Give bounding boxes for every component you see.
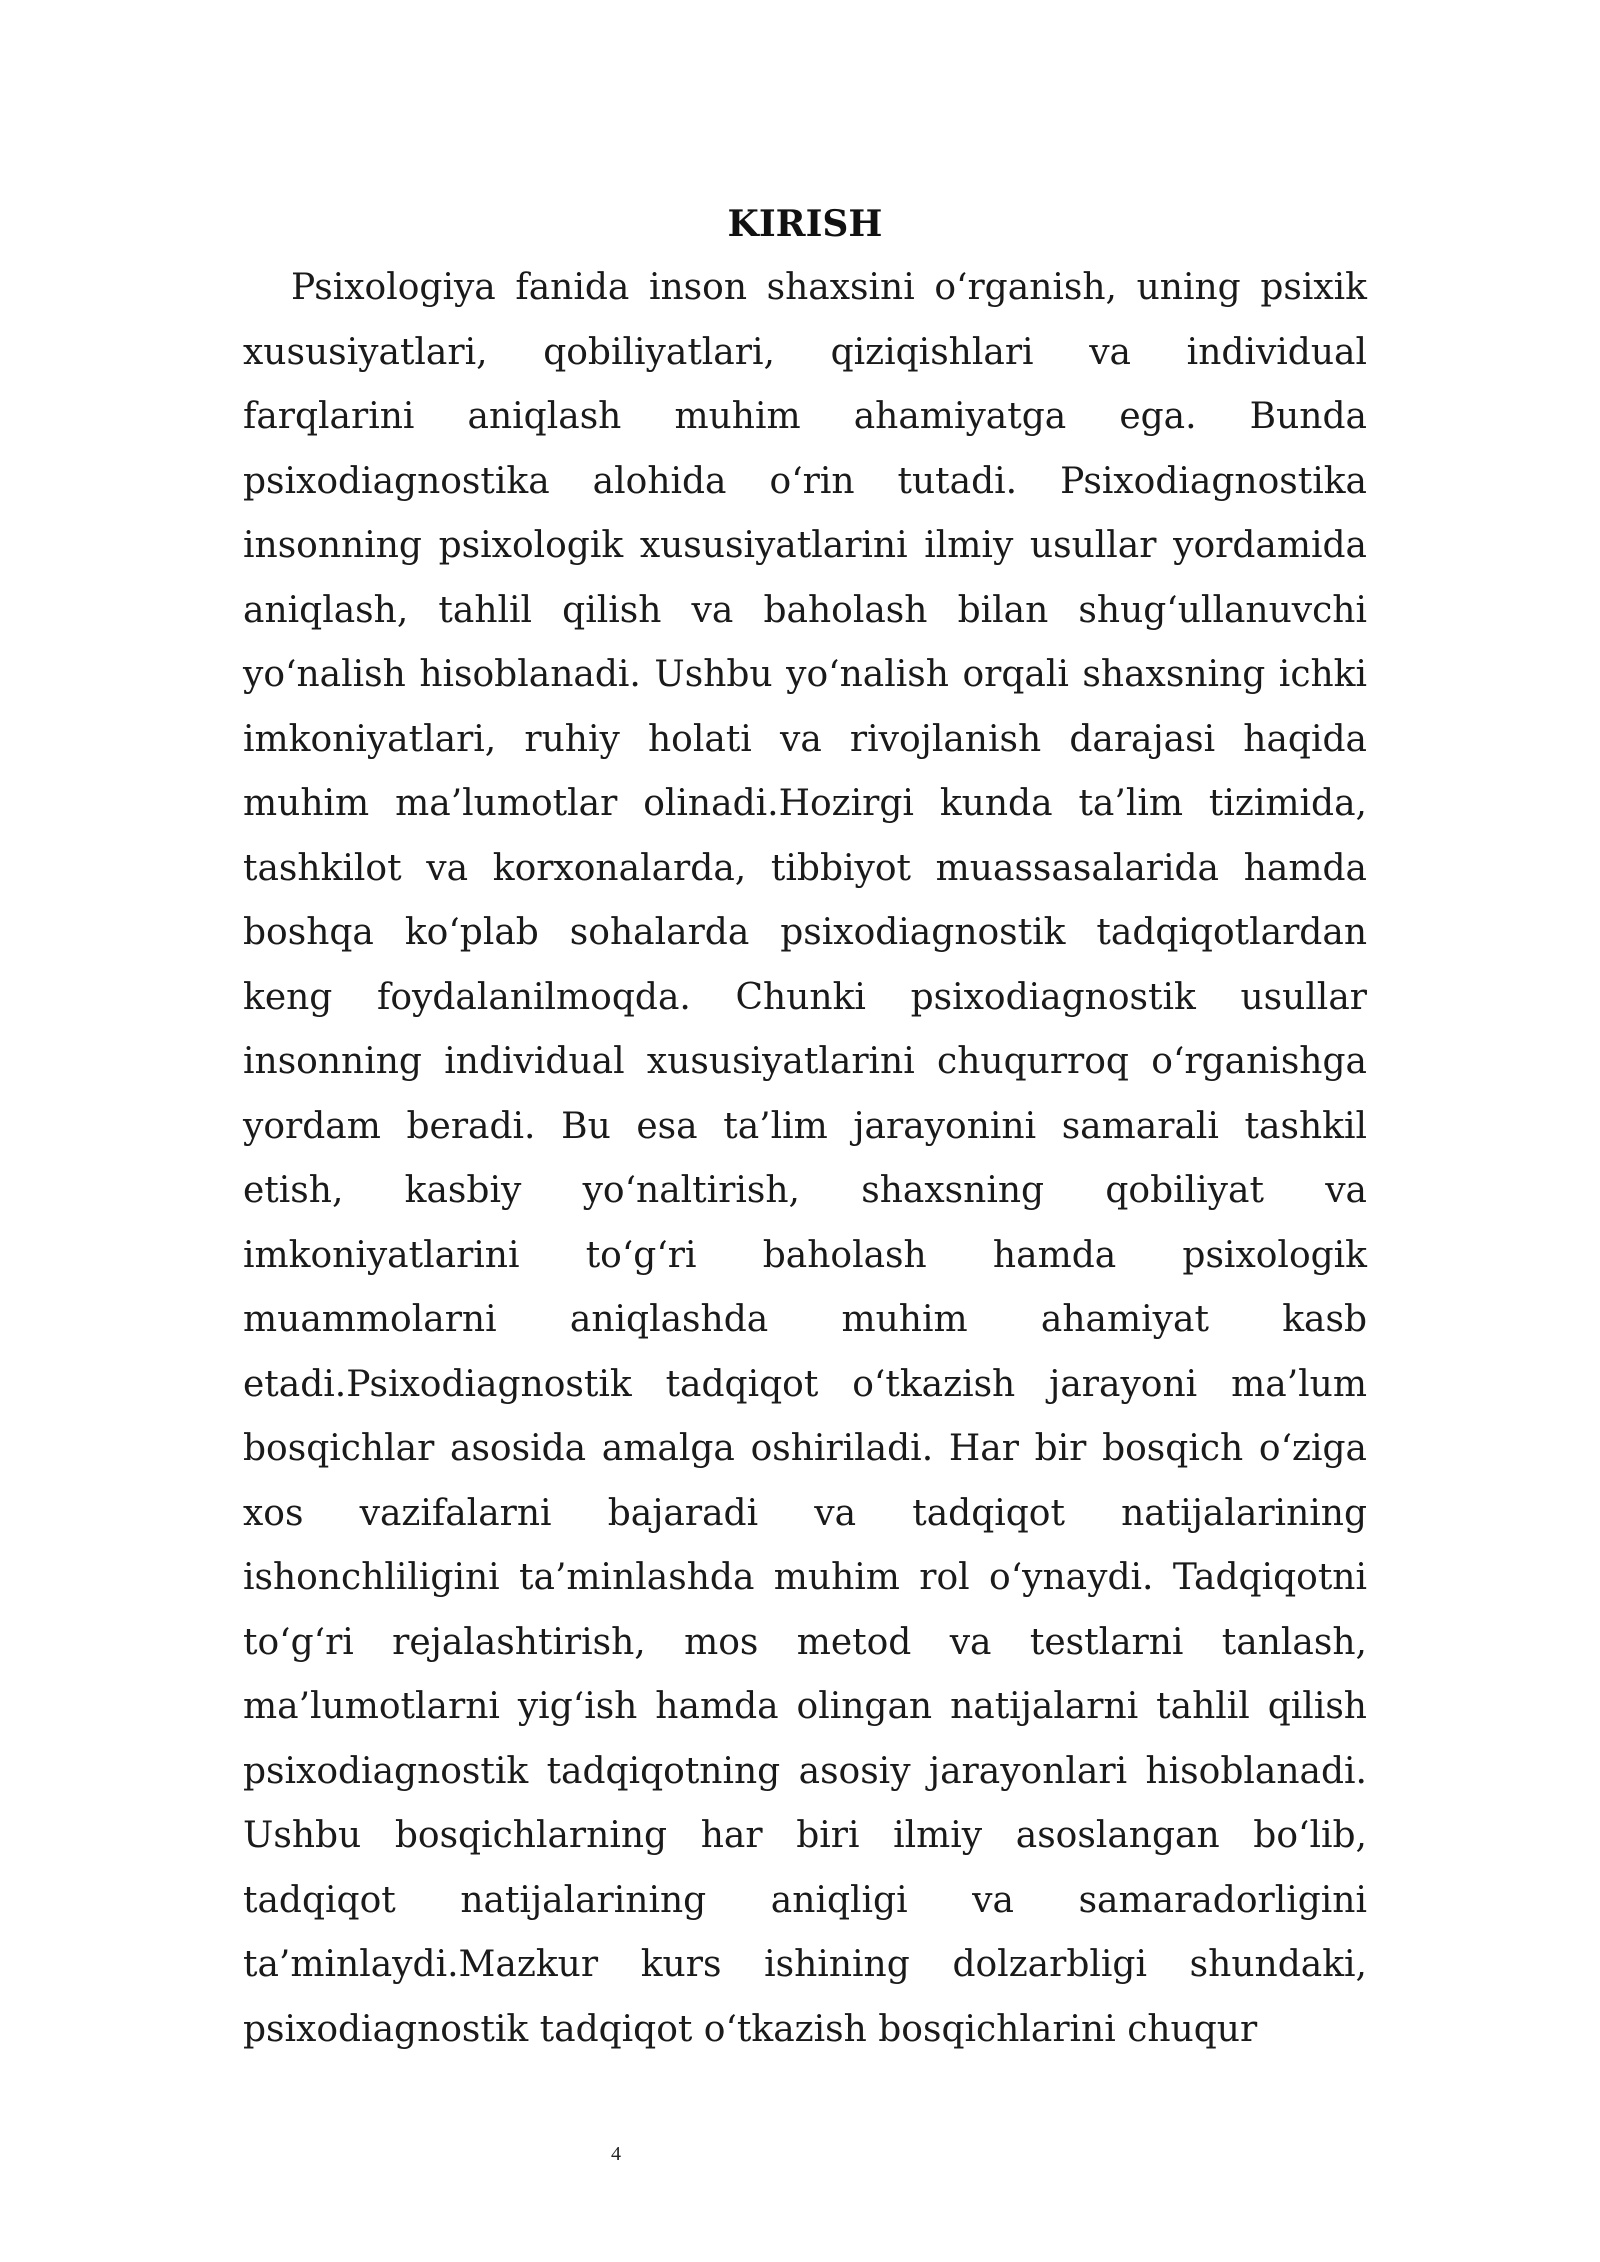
page-number: 4	[611, 2143, 621, 2165]
page-title: KIRISH	[727, 203, 883, 245]
page-content	[243, 192, 1367, 2062]
body-paragraph: Psixologiya fanida inson shaxsini o‘rganish, uning psixik xususiyatlari, qobiliyatlari, qiziqishlari va individual farqlarini aniqlash muhim ahamiyatga ega. Bunda psixodiagnostika alohida o‘rin tutadi. Psixodiagnostika insonning psixologik xususiyatlarini ilmiy usullar yordamida aniqlash, tahlil qilish va baholash bilan shug‘ullanuvchi yo‘nalish hisoblanadi. Ushbu yo‘nalish orqali shaxsning ichki imkoniyatlari, ruhiy holati va rivojlanish darajasi haqida muhim ma’lumotlar olinadi.Hozirgi kunda ta’lim tizimida, tashkilot va korxonalarda, tibbiyot muassasalarida hamda boshqa ko‘plab sohalarda psixodiagnostik tadqiqotlardan keng foydalanilmoqda. Chunki psixodiagnostik usullar insonning individual xususiyatlarini chuqurroq o‘rganishga yordam beradi. Bu esa ta’lim jarayonini samarali tashkil etish, kasbiy yo‘naltirish, shaxsning qobiliyat va imkoniyatlarini to‘g‘ri baholash hamda psixologik muammolarni aniqlashda muhim ahamiyat kasb etadi.Psixodiagnostik tadqiqot o‘tkazish jarayoni ma’lum bosqichlar asosida amalga oshiriladi. Har bir bosqich o‘ziga xos vazifalarni bajaradi va tadqiqot natijalarining ishonchliligini ta’minlashda muhim rol o‘ynaydi. Tadqiqotni to‘g‘ri rejalashtirish, mos metod va testlarni tanlash, ma’lumotlarni yig‘ish hamda olingan natijalarni tahlil qilish psixodiagnostik tadqiqotning asosiy jarayonlari hisoblanadi. Ushbu bosqichlarning har biri ilmiy asoslangan bo‘lib, tadqiqot natijalarining aniqligi va samaradorligini ta’minlaydi.Mazkur kurs ishining dolzarbligi shundaki, psixodiagnostik tadqiqot o‘tkazish bosqichlarini chuqur	[243, 267, 1367, 2050]
